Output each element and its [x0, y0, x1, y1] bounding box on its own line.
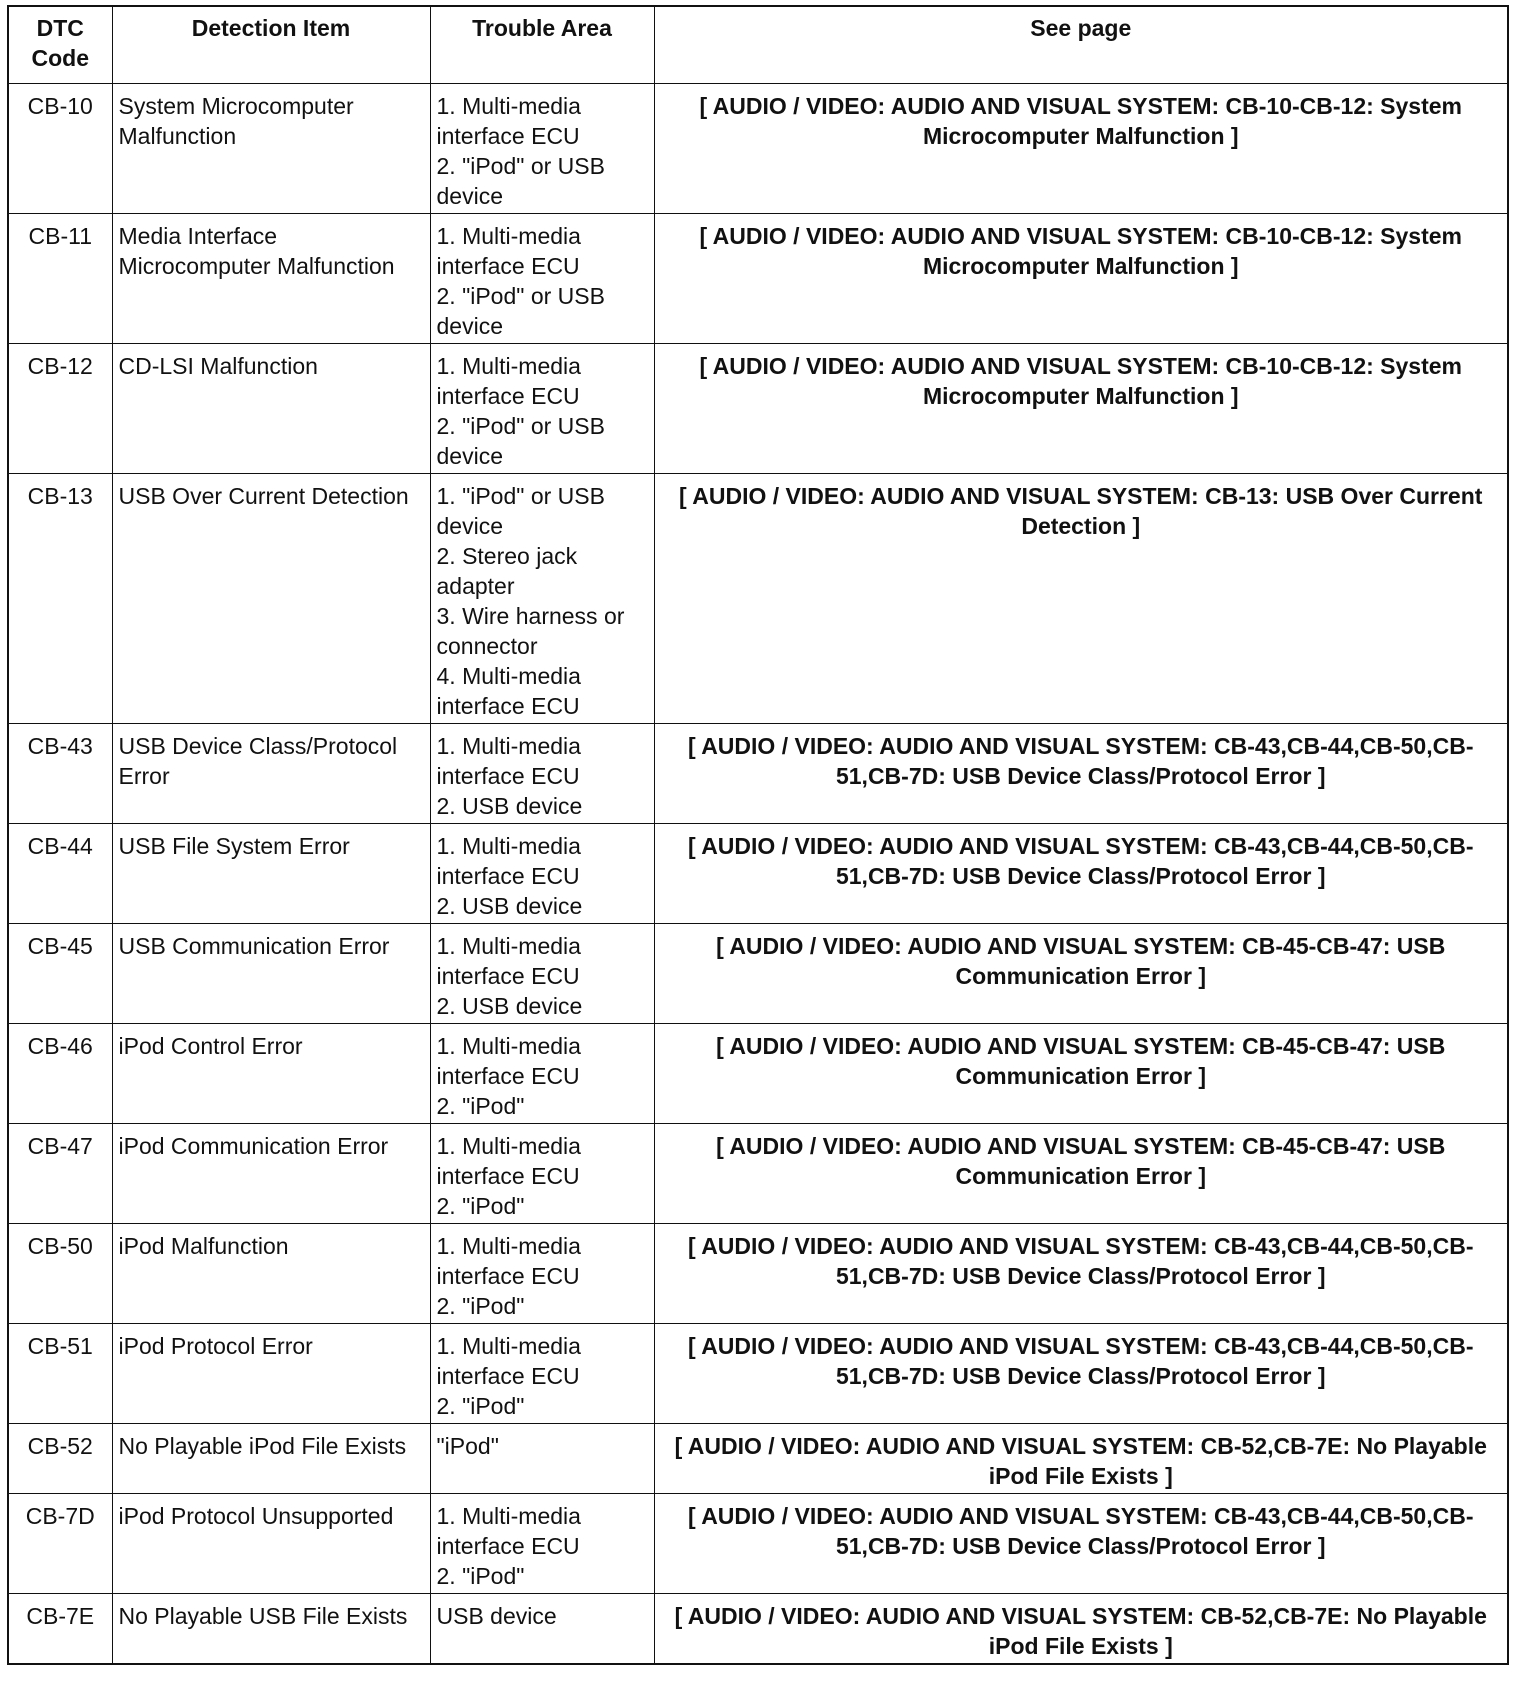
table-body: [8, 84, 1508, 1665]
trouble-area-entry: 1. Multi-media interface ECU: [436, 833, 581, 889]
dtc-code: CB-11: [8, 214, 112, 344]
dtc-code: CB-44: [8, 824, 112, 924]
detection-item: No Playable USB File Exists: [112, 1594, 430, 1665]
dtc-code: CB-52: [8, 1424, 112, 1494]
trouble-area: [430, 214, 654, 344]
trouble-area: [430, 924, 654, 1024]
see-page-link[interactable]: [ AUDIO / VIDEO: AUDIO AND VISUAL SYSTEM: CB-43,CB-44,CB-50,CB-51,CB-7D: USB Device Class/Protocol Error ]: [654, 1224, 1508, 1324]
header-dtc-code: [8, 6, 112, 84]
trouble-area-entry: 2. USB device: [436, 893, 583, 919]
detection-item: iPod Communication Error: [112, 1124, 430, 1224]
trouble-area: [430, 1324, 654, 1424]
see-page-link[interactable]: [ AUDIO / VIDEO: AUDIO AND VISUAL SYSTEM: CB-10-CB-12: System Microcomputer Malfunction ]: [654, 84, 1508, 214]
trouble-area-entry: 2. "iPod" or USB device: [436, 413, 605, 469]
see-page-link[interactable]: [ AUDIO / VIDEO: AUDIO AND VISUAL SYSTEM: CB-45-CB-47: USB Communication Error ]: [654, 1124, 1508, 1224]
table-row: [8, 344, 1508, 474]
dtc-table: [7, 5, 1509, 1665]
trouble-area-entry: 2. USB device: [436, 793, 583, 819]
see-page-link[interactable]: [ AUDIO / VIDEO: AUDIO AND VISUAL SYSTEM: CB-43,CB-44,CB-50,CB-51,CB-7D: USB Device Class/Protocol Error ]: [654, 724, 1508, 824]
header-trouble-area: Trouble Area: [430, 6, 654, 84]
trouble-area: [430, 1024, 654, 1124]
header-dtc-code-line2: Code: [31, 45, 89, 71]
trouble-area: [430, 344, 654, 474]
dtc-code: CB-7D: [8, 1494, 112, 1594]
trouble-area-entry: 2. "iPod": [436, 1393, 525, 1419]
detection-item: USB Communication Error: [112, 924, 430, 1024]
detection-item: iPod Malfunction: [112, 1224, 430, 1324]
trouble-area-entry: 1. Multi-media interface ECU: [436, 933, 581, 989]
trouble-area-entry: 1. Multi-media interface ECU: [436, 1233, 581, 1289]
see-page-link[interactable]: [ AUDIO / VIDEO: AUDIO AND VISUAL SYSTEM: CB-45-CB-47: USB Communication Error ]: [654, 924, 1508, 1024]
see-page-link[interactable]: [ AUDIO / VIDEO: AUDIO AND VISUAL SYSTEM: CB-43,CB-44,CB-50,CB-51,CB-7D: USB Device Class/Protocol Error ]: [654, 824, 1508, 924]
detection-item: USB Device Class/Protocol Error: [112, 724, 430, 824]
see-page-link[interactable]: [ AUDIO / VIDEO: AUDIO AND VISUAL SYSTEM: CB-45-CB-47: USB Communication Error ]: [654, 1024, 1508, 1124]
table-row: [8, 1224, 1508, 1324]
see-page-link[interactable]: [ AUDIO / VIDEO: AUDIO AND VISUAL SYSTEM: CB-13: USB Over Current Detection ]: [654, 474, 1508, 724]
detection-item: CD-LSI Malfunction: [112, 344, 430, 474]
detection-item: No Playable iPod File Exists: [112, 1424, 430, 1494]
see-page-link[interactable]: [ AUDIO / VIDEO: AUDIO AND VISUAL SYSTEM: CB-43,CB-44,CB-50,CB-51,CB-7D: USB Device Class/Protocol Error ]: [654, 1494, 1508, 1594]
dtc-code: CB-51: [8, 1324, 112, 1424]
dtc-code: CB-7E: [8, 1594, 112, 1665]
trouble-area: [430, 724, 654, 824]
detection-item: Media Interface Microcomputer Malfunction: [112, 214, 430, 344]
table-row: [8, 824, 1508, 924]
see-page-link[interactable]: [ AUDIO / VIDEO: AUDIO AND VISUAL SYSTEM: CB-10-CB-12: System Microcomputer Malfunction ]: [654, 214, 1508, 344]
header-dtc-code-line1: DTC: [36, 15, 84, 41]
table-row: [8, 1324, 1508, 1424]
see-page-link[interactable]: [ AUDIO / VIDEO: AUDIO AND VISUAL SYSTEM: CB-52,CB-7E: No Playable iPod File Exists ]: [654, 1594, 1508, 1665]
detection-item: iPod Protocol Error: [112, 1324, 430, 1424]
table-header: [8, 6, 1508, 84]
see-page-link[interactable]: [ AUDIO / VIDEO: AUDIO AND VISUAL SYSTEM: CB-43,CB-44,CB-50,CB-51,CB-7D: USB Device Class/Protocol Error ]: [654, 1324, 1508, 1424]
trouble-area: [430, 1424, 654, 1494]
table-row: [8, 1494, 1508, 1594]
dtc-code: CB-45: [8, 924, 112, 1024]
table-row: [8, 1424, 1508, 1494]
trouble-area: [430, 474, 654, 724]
trouble-area-entry: 2. "iPod" or USB device: [436, 283, 605, 339]
dtc-code: CB-13: [8, 474, 112, 724]
trouble-area-entry: 1. "iPod" or USB device: [436, 483, 605, 539]
header-detection-item: Detection Item: [112, 6, 430, 84]
trouble-area: [430, 824, 654, 924]
table-row: [8, 924, 1508, 1024]
trouble-area-entry: "iPod": [436, 1433, 499, 1459]
table-row: [8, 1594, 1508, 1665]
trouble-area-entry: 1. Multi-media interface ECU: [436, 1503, 581, 1559]
detection-item: System Microcomputer Malfunction: [112, 84, 430, 214]
trouble-area-entry: 2. "iPod": [436, 1193, 525, 1219]
trouble-area-entry: USB device: [436, 1603, 557, 1629]
dtc-code: CB-12: [8, 344, 112, 474]
detection-item: iPod Protocol Unsupported: [112, 1494, 430, 1594]
trouble-area-entry: 1. Multi-media interface ECU: [436, 1033, 581, 1089]
table-row: [8, 474, 1508, 724]
trouble-area-entry: 2. "iPod" or USB device: [436, 153, 605, 209]
trouble-area-entry: 2. USB device: [436, 993, 583, 1019]
table-row: [8, 724, 1508, 824]
trouble-area-entry: 1. Multi-media interface ECU: [436, 223, 581, 279]
trouble-area-entry: 2. "iPod": [436, 1563, 525, 1589]
detection-item: iPod Control Error: [112, 1024, 430, 1124]
trouble-area-entry: 1. Multi-media interface ECU: [436, 733, 581, 789]
trouble-area-entry: 2. Stereo jack adapter: [436, 543, 578, 599]
table-row: [8, 214, 1508, 344]
trouble-area-entry: 1. Multi-media interface ECU: [436, 1333, 581, 1389]
dtc-code: CB-47: [8, 1124, 112, 1224]
trouble-area: [430, 1224, 654, 1324]
dtc-code: CB-46: [8, 1024, 112, 1124]
trouble-area-entry: 3. Wire harness or connector: [436, 603, 625, 659]
header-see-page: See page: [654, 6, 1508, 84]
detection-item: USB Over Current Detection: [112, 474, 430, 724]
table-row: [8, 1124, 1508, 1224]
trouble-area: [430, 1494, 654, 1594]
trouble-area-entry: 1. Multi-media interface ECU: [436, 1133, 581, 1189]
header-row: [8, 6, 1508, 84]
trouble-area-entry: 1. Multi-media interface ECU: [436, 93, 581, 149]
see-page-link[interactable]: [ AUDIO / VIDEO: AUDIO AND VISUAL SYSTEM: CB-10-CB-12: System Microcomputer Malfunction ]: [654, 344, 1508, 474]
see-page-link[interactable]: [ AUDIO / VIDEO: AUDIO AND VISUAL SYSTEM: CB-52,CB-7E: No Playable iPod File Exists ]: [654, 1424, 1508, 1494]
trouble-area-entry: 2. "iPod": [436, 1293, 525, 1319]
trouble-area-entry: 1. Multi-media interface ECU: [436, 353, 581, 409]
trouble-area: [430, 1594, 654, 1665]
table-row: [8, 84, 1508, 214]
dtc-code: CB-10: [8, 84, 112, 214]
trouble-area: [430, 1124, 654, 1224]
trouble-area: [430, 84, 654, 214]
detection-item: USB File System Error: [112, 824, 430, 924]
table-row: [8, 1024, 1508, 1124]
trouble-area-entry: 4. Multi-media interface ECU: [436, 663, 581, 719]
dtc-code: CB-43: [8, 724, 112, 824]
dtc-code: CB-50: [8, 1224, 112, 1324]
trouble-area-entry: 2. "iPod": [436, 1093, 525, 1119]
